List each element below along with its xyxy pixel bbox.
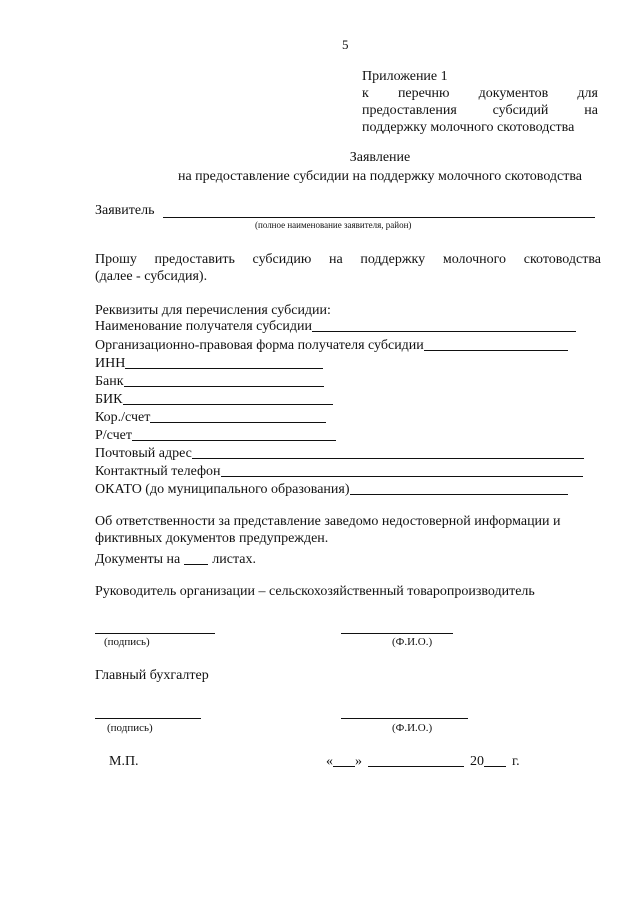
field-label: Кор./счет xyxy=(95,410,151,425)
field-input-line[interactable] xyxy=(132,440,336,441)
appendix-word: к xyxy=(362,86,369,101)
field-recipient-name[interactable] xyxy=(95,319,576,335)
appendix-word: документов xyxy=(478,86,549,101)
applicant-hint: (полное наименование заявителя, район) xyxy=(255,220,412,230)
page-number: 5 xyxy=(342,37,349,52)
head-of-organization: Руководитель организации – сельскохозяйственный товаропроизводитель xyxy=(95,584,535,599)
field-input-line[interactable] xyxy=(125,368,323,369)
field-okato[interactable] xyxy=(95,482,568,498)
field-input-line[interactable] xyxy=(150,422,326,423)
appendix-word: для xyxy=(577,86,598,101)
documents-count-input[interactable] xyxy=(184,564,208,565)
accountant-fio-label: (Ф.И.О.) xyxy=(392,722,433,734)
applicant-input-line[interactable] xyxy=(163,217,595,218)
date-open-quote: « xyxy=(326,754,333,769)
field-bik[interactable] xyxy=(95,392,333,408)
field-label: ИНН xyxy=(95,356,126,371)
documents-suffix: листах. xyxy=(212,552,256,567)
appendix-line-1: Приложение 1 xyxy=(362,69,448,84)
field-input-line[interactable] xyxy=(350,494,568,495)
field-input-line[interactable] xyxy=(312,331,576,332)
documents-prefix: Документы на xyxy=(95,552,181,567)
appendix-word: субсидий xyxy=(492,103,549,118)
field-inn[interactable] xyxy=(95,356,323,372)
field-postal-address[interactable] xyxy=(95,446,584,462)
field-corr-account[interactable] xyxy=(95,410,326,426)
field-input-line[interactable] xyxy=(124,386,324,387)
responsibility-line-2: фиктивных документов предупрежден. xyxy=(95,531,329,546)
field-label: Р/счет xyxy=(95,428,132,443)
date-month-input[interactable] xyxy=(368,766,464,767)
field-input-line[interactable] xyxy=(123,404,333,405)
field-label: Наименование получателя субсидии xyxy=(95,319,312,334)
field-phone[interactable] xyxy=(95,464,583,480)
field-account[interactable] xyxy=(95,428,336,444)
field-input-line[interactable] xyxy=(192,458,584,459)
head-fio-line[interactable] xyxy=(341,633,453,634)
field-label: Почтовый адрес xyxy=(95,446,192,461)
field-label: Контактный телефон xyxy=(95,464,221,479)
field-label: Организационно-правовая форма получателя субсидии xyxy=(95,338,424,353)
appendix-word: перечню xyxy=(397,86,450,101)
accountant-fio-line[interactable] xyxy=(341,718,468,719)
date-year-suffix: г. xyxy=(512,754,520,769)
accountant-signature-label: (подпись) xyxy=(107,722,153,734)
date-year-prefix: 20 xyxy=(470,754,484,769)
request-line-2: (далее - субсидия). xyxy=(95,269,208,284)
date-year-input[interactable] xyxy=(484,766,506,767)
responsibility-line-1: Об ответственности за представление заведомо недостоверной информации и xyxy=(95,514,561,529)
date-close-quote: » xyxy=(355,754,362,769)
appendix-header xyxy=(362,68,598,136)
field-legal-form[interactable] xyxy=(95,338,568,354)
requisites-heading: Реквизиты для перечисления субсидии: xyxy=(95,303,331,318)
head-signature-label: (подпись) xyxy=(104,636,150,648)
head-fio-label: (Ф.И.О.) xyxy=(392,636,433,648)
document-title: Заявление xyxy=(349,150,411,165)
head-signature-line[interactable] xyxy=(95,633,215,634)
field-bank[interactable] xyxy=(95,374,324,390)
applicant-label: Заявитель xyxy=(95,203,155,218)
chief-accountant-label: Главный бухгалтер xyxy=(95,668,209,683)
appendix-word: предоставления xyxy=(362,103,457,118)
field-input-line[interactable] xyxy=(221,476,583,477)
date-day-input[interactable] xyxy=(333,766,355,767)
document-subtitle: на предоставление субсидии на поддержку молочного скотоводства xyxy=(177,169,583,184)
field-input-line[interactable] xyxy=(424,350,568,351)
accountant-signature-line[interactable] xyxy=(95,718,201,719)
field-label: Банк xyxy=(95,374,124,389)
appendix-line-4: поддержку молочного скотоводства xyxy=(362,120,575,135)
appendix-line-2 xyxy=(362,85,598,102)
stamp-place-label: М.П. xyxy=(109,754,139,769)
date-field xyxy=(326,754,520,770)
request-line-1: Прошу предоставить субсидию на поддержку молочного скотоводства xyxy=(95,252,601,267)
appendix-word: на xyxy=(584,103,598,118)
field-label: ОКАТО (до муниципального образования) xyxy=(95,482,350,497)
documents-count xyxy=(95,552,256,568)
appendix-line-3 xyxy=(362,102,598,119)
field-label: БИК xyxy=(95,392,123,407)
